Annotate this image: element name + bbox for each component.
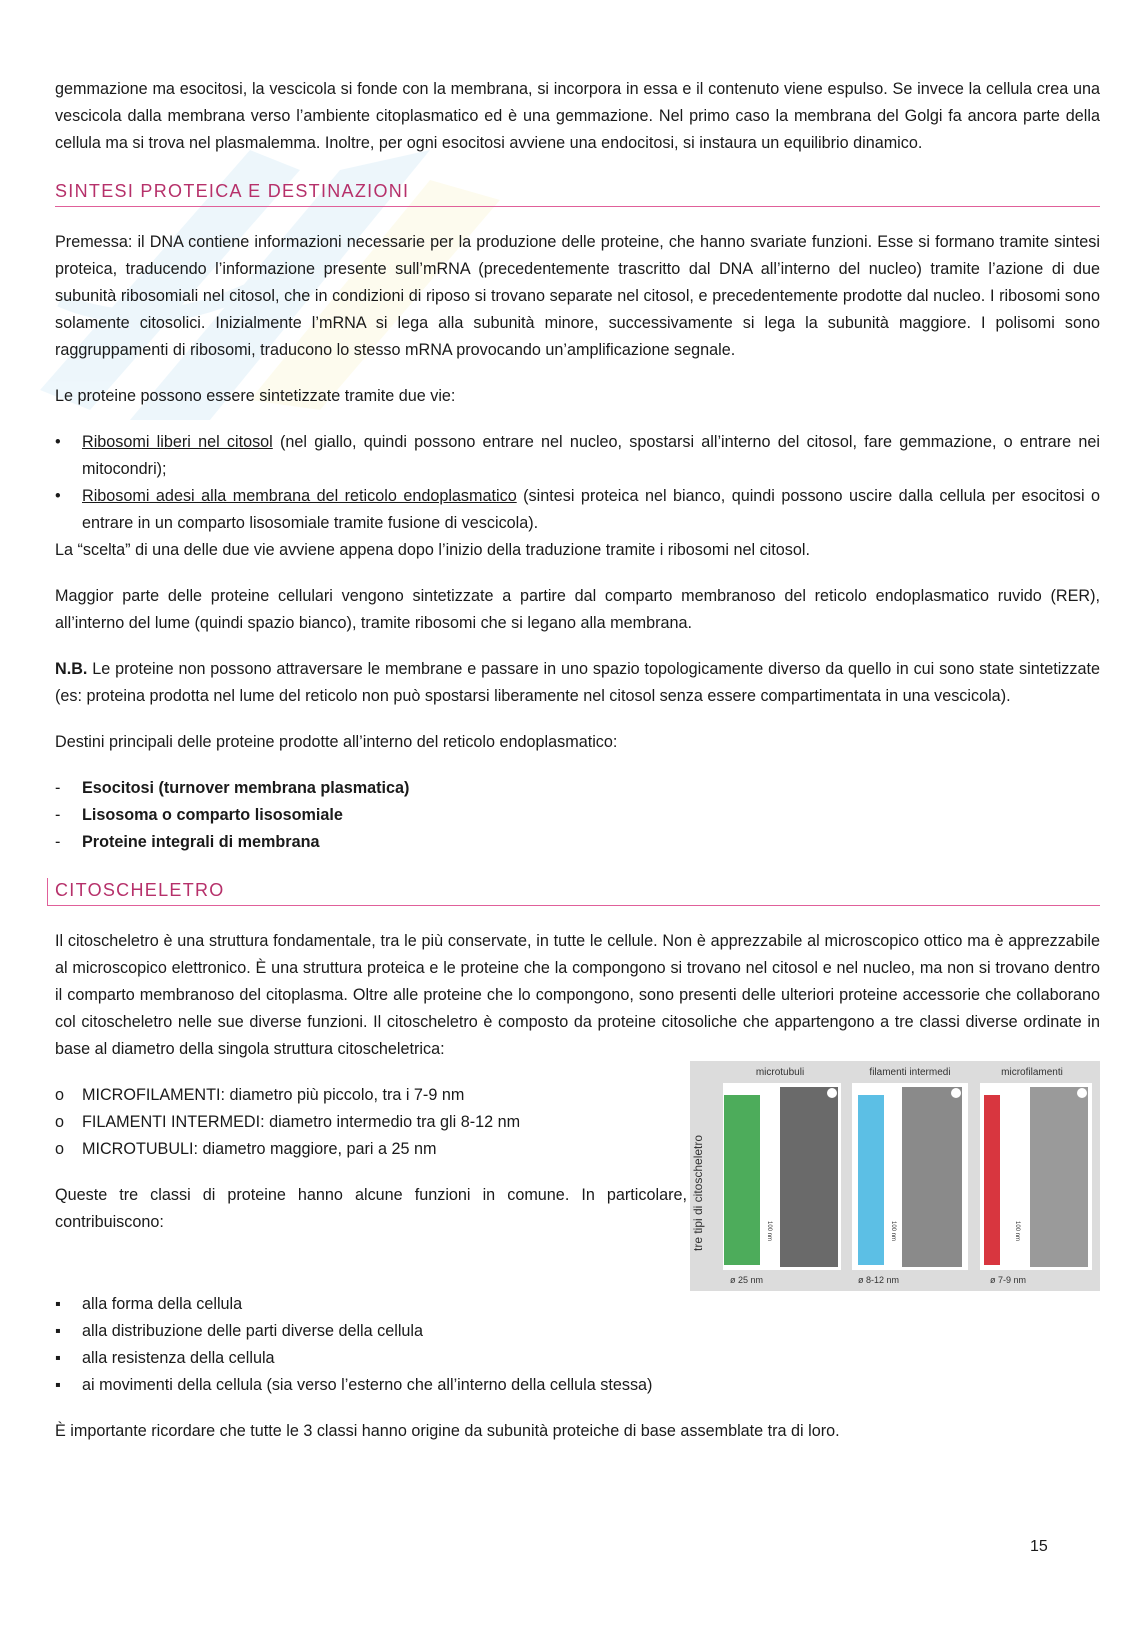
conclusione-paragraph: È importante ricordare che tutte le 3 classi hanno origine da subunità proteiche di base assemblate tra di loro. <box>55 1422 840 1440</box>
via-text: (nel giallo, quindi possono entrare nel nucleo, spostarsi all’interno del citosol, fare gemmazione, o entrare nei mitocondri); <box>82 433 1100 478</box>
list-item <box>55 1136 687 1163</box>
list-item <box>55 1082 687 1109</box>
microtubule-model <box>724 1095 760 1265</box>
square-bullet-icon: ▪ <box>55 1349 61 1367</box>
bullet-icon: • <box>55 433 61 451</box>
funzione-text: alla resistenza della cellula <box>82 1349 275 1367</box>
microfilament-model <box>984 1095 1000 1265</box>
square-bullet-icon: ▪ <box>55 1322 61 1340</box>
funzione-text: alla forma della cellula <box>82 1295 243 1313</box>
funzione-text: ai movimenti della cellula (sia verso l’esterno che all’interno della cellula stessa) <box>82 1376 653 1394</box>
classe-text: MICROTUBULI: diametro maggiore, pari a 25 nm <box>82 1140 437 1158</box>
premessa-paragraph: Premessa: il DNA contiene informazioni necessarie per la produzione delle proteine, che hanno svariate funzioni. Esse si formano tramite sintesi proteica, traducendo l’informazione presente sull’mRNA (precedentemente trascritto dal DNA all’interno del nucleo) tramite l’azione di due subunità ribosomiali nel citosol, che in condizioni di riposo si trovano separate nel citosol, e precedentemente prodotte dal nucleo. I ribosomi sono solamente citosolici. Inizialmente l’mRNA si lega alla subunità minore, successivamente si lega la subunità maggiore. I polisomi sono raggruppamenti di ribosomi, traducono lo stesso mRNA provocando un’amplificazione segnale. <box>55 233 1100 359</box>
funzioni-list <box>55 1291 1100 1399</box>
nb-text: Le proteine non possono attraversare le membrane e passare in uno spazio topologicamente diverso da quello in cui sono state sintetizzate (es: proteina prodotta nel lume del reticolo non può spostarsi liberamente nel citosol senza essere compartimentata in una vescicola). <box>55 660 1100 705</box>
list-item <box>55 483 1100 537</box>
section-title-sintesi: SINTESI PROTEICA E DESTINAZIONI <box>55 179 1100 207</box>
funzione-text: alla distribuzione delle parti diverse della cellula <box>82 1322 424 1340</box>
list-item <box>55 1318 1100 1345</box>
via-title: Ribosomi liberi nel citosol <box>82 433 273 451</box>
nb-label: N.B. <box>55 660 88 678</box>
circle-bullet-icon: o <box>55 1113 65 1131</box>
microtubule-micrograph <box>780 1087 838 1267</box>
page-number: 15 <box>1030 1538 1048 1555</box>
list-item <box>55 1109 687 1136</box>
bullet-icon: • <box>55 487 61 505</box>
classi-list <box>55 1082 687 1163</box>
panel-diameter: ø 7-9 nm <box>990 1275 1027 1285</box>
citoscheletro-split <box>55 1067 1100 1291</box>
citoscheletro-paragraph: Il citoscheletro è una struttura fondamentale, tra le più conservate, in tutte le cellule. Non è apprezzabile al microscopico ottico ma è apprezzabile al microscopico elettronico. È una struttura proteica e le proteine che la compongono si trovano nel citosol e nel nucleo, ma non si trovano dentro il comparto membranoso del citoplasma. Oltre alle proteine che lo compongono, sono presenti delle ulteriori proteine accessorie che collaborano col citoscheletro nelle sue diverse funzioni. Il citoscheletro è composto da proteine citosoliche che appartengono a tre classi diverse ordinate in base al diametro della singola struttura citoscheletrica: <box>55 932 1100 1058</box>
list-item <box>55 429 1100 483</box>
funzioni-intro: Queste tre classi di proteine hanno alcune funzioni in comune. In particolare, contribuiscono: <box>55 1186 687 1231</box>
via-text: (sintesi proteica nel bianco, quindi possono uscire dalla cellula per esocitosi o entrare in un comparto lisosomiale tramite fusione di vescicola). <box>82 487 1101 532</box>
via-title: Ribosomi adesi alla membrana del reticolo endoplasmatico <box>82 487 517 505</box>
panel-title-filamenti: filamenti intermedi <box>869 1067 951 1078</box>
dash-icon: - <box>55 806 61 824</box>
vie-intro: Le proteine possono essere sintetizzate tramite due vie: <box>55 387 456 405</box>
list-item <box>55 1345 1100 1372</box>
circle-bullet-icon: o <box>55 1140 65 1158</box>
destino-text: Proteine integrali di membrana <box>82 833 320 851</box>
panel-title-microfilamenti: microfilamenti <box>1001 1067 1063 1078</box>
destini-list <box>55 775 1100 856</box>
dash-icon: - <box>55 779 61 797</box>
list-item <box>55 1372 1100 1399</box>
panel-diameter: ø 25 nm <box>730 1275 764 1285</box>
intro-paragraph: gemmazione ma esocitosi, la vescicola si fonde con la membrana, si incorpora in essa e il contenuto viene espulso. Se invece la cellula crea una vescicola dalla membrana verso l’ambiente citoplasmatico ed è una gemmazione. Nel primo caso la membrana del Golgi fa ancora parte della cellula ma si trova nel plasmalemma. Inoltre, per ogni esocitosi avviene una endocitosi, si instaura un equilibrio dinamico. <box>55 80 1100 152</box>
classi-column <box>55 1082 687 1291</box>
scale-label: 100 nm <box>766 1221 772 1242</box>
classe-text: FILAMENTI INTERMEDI: diametro intermedio tra gli 8-12 nm <box>82 1113 521 1131</box>
nb-paragraph <box>55 656 1100 710</box>
classe-text: MICROFILAMENTI: diametro più piccolo, tra i 7-9 nm <box>82 1086 465 1104</box>
scale-label: 100 nm <box>1014 1221 1020 1242</box>
scale-label: 100 nm <box>890 1221 896 1242</box>
panel-title-microtubuli: microtubuli <box>755 1067 805 1078</box>
dash-icon: - <box>55 833 61 851</box>
intermediate-filament-model <box>858 1095 884 1265</box>
square-bullet-icon: ▪ <box>55 1376 61 1394</box>
scelta-paragraph: La “scelta” di una delle due vie avviene appena dopo l’inizio della traduzione tramite i ribosomi nel citosol. <box>55 541 810 559</box>
maggior-parte-paragraph: Maggior parte delle proteine cellulari vengono sintetizzate a partire dal comparto membranoso del reticolo endoplasmatico ruvido (RER), all’interno del lume (quindi spazio bianco), tramite ribosomi che si legano alla membrana. <box>55 587 1100 632</box>
section-title-citoscheletro: CITOSCHELETRO <box>47 878 1100 906</box>
intermediate-filament-micrograph <box>902 1087 962 1267</box>
page-content <box>55 76 1100 1445</box>
panel-marker-icon <box>1077 1088 1087 1098</box>
panel-marker-icon <box>827 1088 837 1098</box>
destino-text: Lisosoma o comparto lisosomiale <box>82 806 343 824</box>
panel-marker-icon <box>951 1088 961 1098</box>
list-item <box>55 1291 1100 1318</box>
list-item <box>55 829 1100 856</box>
figure-side-label: tre tipi di citoscheletro <box>691 1134 705 1251</box>
destini-intro: Destini principali delle proteine prodotte all’interno del reticolo endoplasmatico: <box>55 733 618 751</box>
destino-text: Esocitosi (turnover membrana plasmatica) <box>82 779 410 797</box>
square-bullet-icon: ▪ <box>55 1295 61 1313</box>
panel-diameter: ø 8-12 nm <box>858 1275 900 1285</box>
microfilament-micrograph <box>1030 1087 1088 1267</box>
vie-list <box>55 429 1100 537</box>
list-item <box>55 775 1100 802</box>
circle-bullet-icon: o <box>55 1086 65 1104</box>
list-item <box>55 802 1100 829</box>
cytoskeleton-figure <box>690 1061 1100 1291</box>
